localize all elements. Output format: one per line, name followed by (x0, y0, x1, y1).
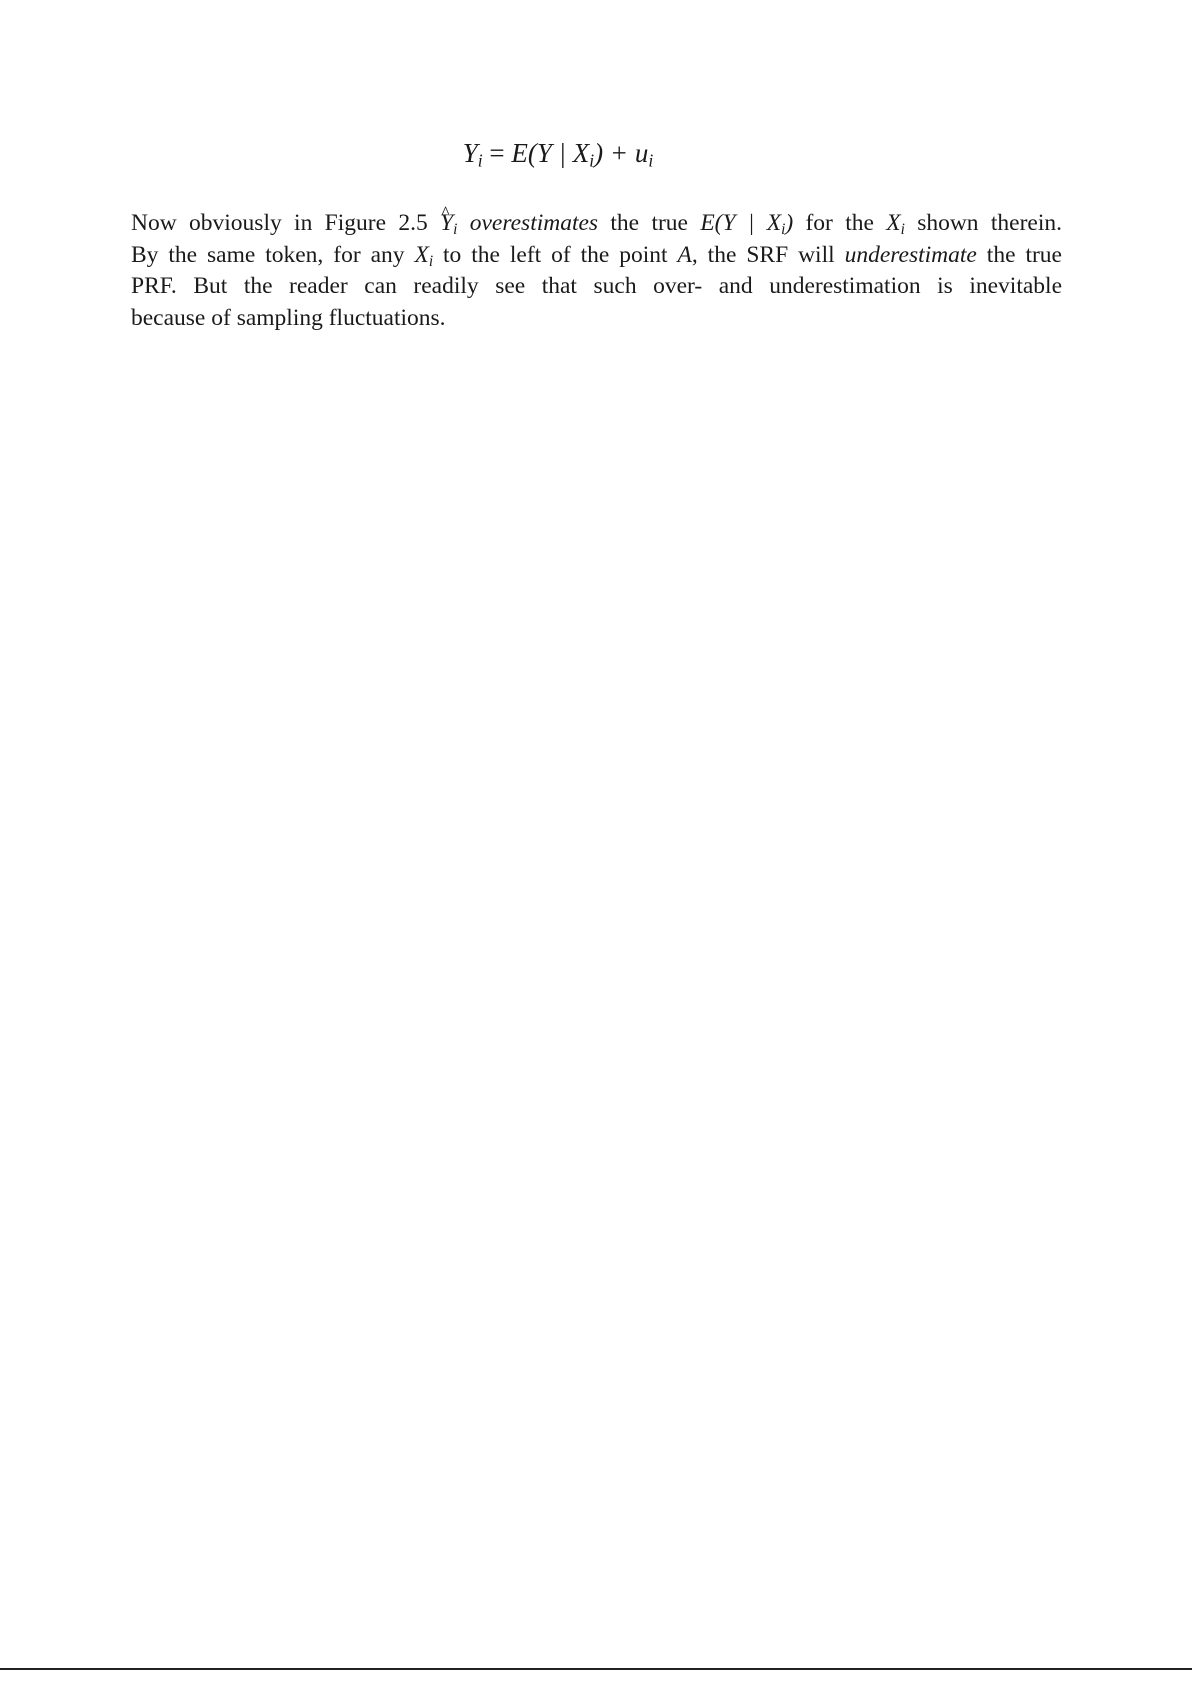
conditional-expectation-close: ) (785, 210, 794, 236)
x-subscript: i (428, 252, 434, 270)
text-run: , the SRF will (691, 241, 845, 268)
text-run: By the same token, for any (131, 241, 415, 268)
text-run: Now obviously in Figure 2.5 (131, 210, 441, 236)
y-hat-subscript: i (453, 220, 458, 238)
body-paragraph (131, 208, 1062, 334)
text-run: shown therein. (904, 210, 1063, 236)
text-run: the true (598, 210, 701, 236)
page-bottom-rule (0, 1668, 1192, 1670)
x-symbol: X (886, 210, 901, 236)
x-symbol: X (414, 241, 429, 268)
equation-error-subscript: i (648, 150, 654, 171)
point-a-symbol: A (677, 241, 692, 268)
text-run: for the (793, 210, 887, 236)
paragraph-line-3: PRF. But the reader can readily see that such over- and underestimation is inevitable (131, 273, 1062, 299)
conditional-expectation-subscript: i (781, 220, 786, 238)
y-hat-symbol: ^ Y (440, 208, 453, 240)
equation-expectation: E(Y | X (511, 138, 590, 168)
conditional-expectation: E(Y | X (700, 210, 782, 236)
equation-expectation-subscript: i (589, 150, 595, 171)
equation-equals: = (489, 138, 505, 168)
paragraph-line-1 (131, 208, 1062, 240)
text-run: to the left of the point (433, 241, 678, 268)
x-subscript: i (900, 220, 905, 238)
paragraph-line-2 (131, 240, 1062, 272)
equation-lhs: Y (462, 138, 478, 168)
equation-body (463, 136, 654, 170)
equation (0, 136, 1192, 170)
text-run: the true (976, 241, 1062, 268)
emphasis-overestimates: overestimates (469, 210, 599, 236)
equation-error-term: ) + u (594, 138, 649, 168)
paragraph-line-4: because of sampling fluctuations. (131, 304, 446, 331)
equation-lhs-subscript: i (477, 150, 483, 171)
emphasis-underestimate: underestimate (844, 241, 977, 268)
